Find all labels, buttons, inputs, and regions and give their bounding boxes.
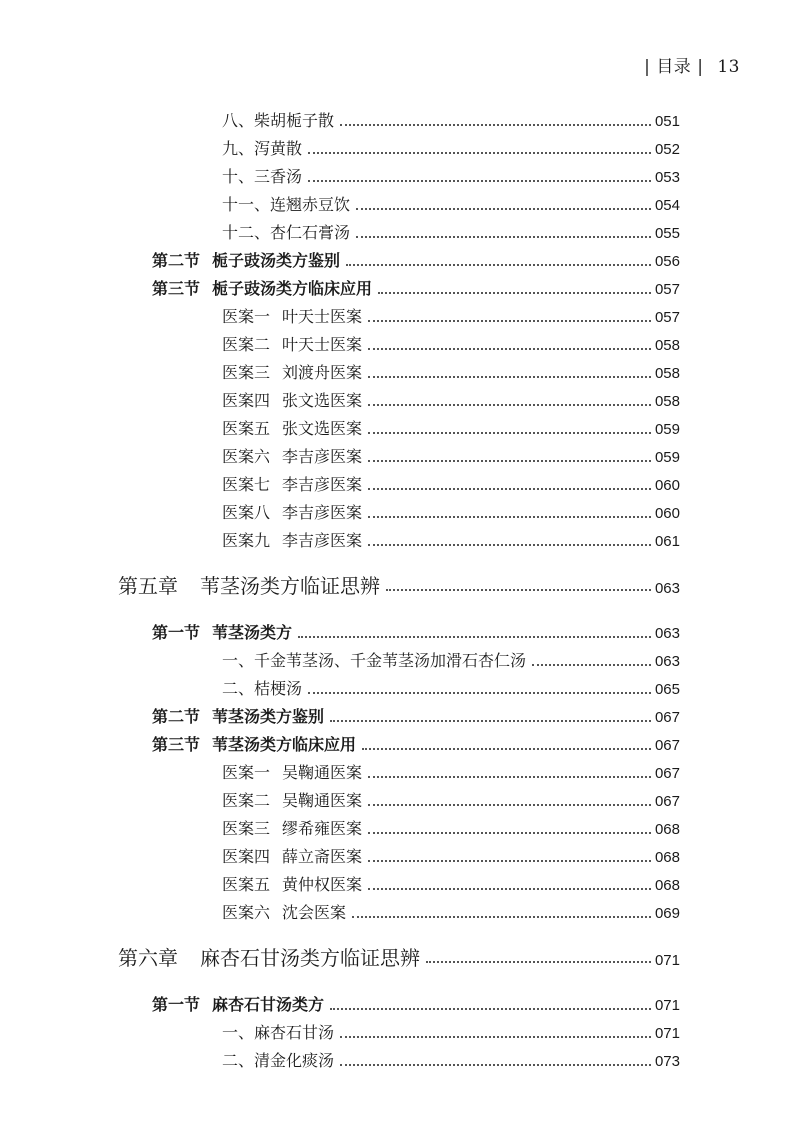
toc-entry-page: 063 — [654, 580, 680, 597]
dot-leader — [308, 152, 651, 154]
toc-entry-label — [152, 704, 324, 730]
toc-entry-label — [222, 900, 346, 926]
toc-entry-title: 一、千金苇茎汤、千金苇茎汤加滑石杏仁汤 — [222, 651, 527, 670]
dot-leader — [368, 860, 651, 862]
toc-entry-label — [222, 528, 362, 554]
toc-entry-title: 缪希雍医案 — [282, 819, 363, 838]
toc-entry-label — [222, 1020, 334, 1046]
toc-entry-label — [222, 192, 350, 218]
dot-leader — [308, 180, 651, 182]
toc-entry-number: 医案七 — [222, 475, 271, 494]
toc-entry-page: 059 — [654, 421, 680, 438]
toc-entry-page: 068 — [654, 877, 680, 894]
toc-entry-chapter[interactable] — [118, 942, 680, 974]
toc-entry-title: 刘渡舟医案 — [282, 363, 363, 382]
toc-entry-title: 栀子豉汤类方临床应用 — [212, 279, 373, 298]
toc-entry-number: 医案一 — [222, 763, 271, 782]
toc-entry-section[interactable] — [152, 732, 680, 758]
toc-entry-item[interactable] — [222, 416, 680, 442]
toc-entry-page: 060 — [654, 477, 680, 494]
toc-entry-label — [222, 360, 362, 386]
toc-entry-item[interactable] — [222, 1048, 680, 1074]
toc-entry-page: 063 — [654, 653, 680, 670]
dot-leader — [340, 1036, 651, 1038]
toc-entry-page: 063 — [654, 625, 680, 642]
toc-entry-title: 苇茎汤类方临证思辨 — [200, 574, 380, 598]
toc-entry-item[interactable] — [222, 816, 680, 842]
toc-entry-title: 张文选医案 — [282, 391, 363, 410]
toc-entry-number: 医案二 — [222, 791, 271, 810]
toc-entry-item[interactable] — [222, 872, 680, 898]
toc-entry-title: 黄仲权医案 — [282, 875, 363, 894]
dot-leader — [352, 916, 651, 918]
dot-leader — [368, 404, 651, 406]
toc-entry-item[interactable] — [222, 760, 680, 786]
toc-entry-page: 068 — [654, 849, 680, 866]
toc-entry-page: 067 — [654, 793, 680, 810]
toc-entry-item[interactable] — [222, 472, 680, 498]
toc-entry-label — [222, 648, 526, 674]
dot-leader — [368, 376, 651, 378]
toc-entry-section[interactable] — [152, 704, 680, 730]
toc-entry-page: 073 — [654, 1053, 680, 1070]
toc-entry-title: 十二、杏仁石膏汤 — [222, 223, 351, 242]
dot-leader — [298, 636, 651, 638]
toc-entry-title: 吴鞠通医案 — [282, 791, 363, 810]
toc-entry-item[interactable] — [222, 220, 680, 246]
dot-leader — [368, 460, 651, 462]
toc-entry-page: 061 — [654, 533, 680, 550]
toc-entry-page: 067 — [654, 737, 680, 754]
toc-entry-label — [222, 788, 362, 814]
dot-leader — [368, 516, 651, 518]
toc-entry-item[interactable] — [222, 648, 680, 674]
toc-entry-label — [222, 760, 362, 786]
dot-leader — [308, 692, 651, 694]
toc-entry-section[interactable] — [152, 992, 680, 1018]
toc-entry-label — [152, 992, 324, 1018]
toc-entry-item[interactable] — [222, 108, 680, 134]
dot-leader — [368, 348, 651, 350]
toc-entry-label — [222, 136, 302, 162]
dot-leader — [340, 1064, 651, 1066]
toc-entry-page: 057 — [654, 281, 680, 298]
toc-entry-label — [152, 620, 292, 646]
toc-entry-title: 吴鞠通医案 — [282, 763, 363, 782]
dot-leader — [368, 776, 651, 778]
toc-entry-number: 医案六 — [222, 447, 271, 466]
header-page-number: 13 — [717, 57, 740, 77]
dot-leader — [340, 124, 651, 126]
toc-entry-chapter[interactable] — [118, 570, 680, 602]
toc-entry-page: 058 — [654, 365, 680, 382]
toc-entry-title: 二、清金化痰汤 — [222, 1051, 335, 1070]
toc-entry-number: 第一节 — [152, 995, 201, 1014]
toc-entry-item[interactable] — [222, 304, 680, 330]
toc-entry-label — [152, 248, 340, 274]
toc-entry-item[interactable] — [222, 388, 680, 414]
toc-entry-item[interactable] — [222, 500, 680, 526]
toc-entry-item[interactable] — [222, 136, 680, 162]
toc-entry-title: 叶天士医案 — [282, 307, 363, 326]
toc-entry-page: 055 — [654, 225, 680, 242]
toc-entry-title: 九、泻黄散 — [222, 139, 303, 158]
toc-entry-number: 第二节 — [152, 707, 201, 726]
toc-entry-label — [118, 570, 380, 602]
toc-entry-number: 医案四 — [222, 847, 271, 866]
toc-entry-number: 第二节 — [152, 251, 201, 270]
toc-entry-item[interactable] — [222, 332, 680, 358]
toc-entry-number: 医案六 — [222, 903, 271, 922]
toc-entry-title: 苇茎汤类方 — [212, 623, 293, 642]
toc-entry-label — [222, 472, 362, 498]
header-label: | 目录 | — [644, 57, 704, 77]
toc-entry-page: 053 — [654, 169, 680, 186]
toc-entry-label — [152, 732, 356, 758]
toc-entry-label — [222, 388, 362, 414]
toc-entry-item[interactable] — [222, 164, 680, 190]
dot-leader — [346, 264, 651, 266]
toc-entry-label — [222, 1048, 334, 1074]
toc-entry-title: 沈会医案 — [282, 903, 347, 922]
toc-entry-item[interactable] — [222, 192, 680, 218]
toc-entry-title: 麻杏石甘汤类方 — [212, 995, 325, 1014]
toc-entry-label — [222, 816, 362, 842]
toc-entry-title: 苇茎汤类方鉴别 — [212, 707, 325, 726]
toc-entry-title: 栀子豉汤类方鉴别 — [212, 251, 341, 270]
toc-entry-page: 058 — [654, 337, 680, 354]
toc-entry-number: 第一节 — [152, 623, 201, 642]
dot-leader — [330, 1008, 651, 1010]
toc-entry-page: 059 — [654, 449, 680, 466]
toc-entry-label — [222, 164, 302, 190]
toc-entry-number: 第三节 — [152, 735, 201, 754]
toc-entry-number: 第六章 — [118, 946, 178, 970]
toc-entry-number: 医案一 — [222, 307, 271, 326]
toc-entry-title: 李吉彦医案 — [282, 503, 363, 522]
toc-entry-title: 薛立斋医案 — [282, 847, 363, 866]
toc-entry-page: 068 — [654, 821, 680, 838]
toc-entry-title: 八、柴胡栀子散 — [222, 111, 335, 130]
toc-entry-section[interactable] — [152, 276, 680, 302]
toc-entry-title: 二、桔梗汤 — [222, 679, 303, 698]
dot-leader — [368, 488, 651, 490]
toc-entry-title: 李吉彦医案 — [282, 447, 363, 466]
toc-entry-number: 医案四 — [222, 391, 271, 410]
toc-entry-section[interactable] — [152, 248, 680, 274]
toc-entry-label — [222, 108, 334, 134]
toc-entry-label — [222, 872, 362, 898]
toc-entry-page: 052 — [654, 141, 680, 158]
toc-entry-item[interactable] — [222, 676, 680, 702]
toc-entry-title: 李吉彦医案 — [282, 475, 363, 494]
toc-entry-label — [222, 332, 362, 358]
toc-entry-number: 医案三 — [222, 819, 271, 838]
toc-entry-title: 张文选医案 — [282, 419, 363, 438]
dot-leader — [368, 832, 651, 834]
toc-entry-number: 医案二 — [222, 335, 271, 354]
toc-entry-page: 067 — [654, 765, 680, 782]
toc-entry-title: 苇茎汤类方临床应用 — [212, 735, 357, 754]
dot-leader — [368, 320, 651, 322]
dot-leader — [386, 589, 651, 591]
dot-leader — [368, 888, 651, 890]
toc-entry-page: 056 — [654, 253, 680, 270]
dot-leader — [378, 292, 651, 294]
toc-entry-label — [118, 942, 420, 974]
toc-entry-title: 叶天士医案 — [282, 335, 363, 354]
toc-entry-page: 051 — [654, 113, 680, 130]
toc-entry-label — [222, 676, 302, 702]
toc-entry-number: 医案八 — [222, 503, 271, 522]
toc-entry-section[interactable] — [152, 620, 680, 646]
toc-entry-page: 071 — [654, 997, 680, 1014]
toc-entry-number: 医案五 — [222, 875, 271, 894]
dot-leader — [356, 208, 651, 210]
toc-entry-number: 医案五 — [222, 419, 271, 438]
toc-entry-page: 071 — [654, 952, 680, 969]
dot-leader — [426, 961, 651, 963]
toc-entry-number: 第五章 — [118, 574, 178, 598]
toc-entry-page: 069 — [654, 905, 680, 922]
dot-leader — [356, 236, 651, 238]
toc-entry-title: 麻杏石甘汤类方临证思辨 — [200, 946, 420, 970]
toc-entry-label — [152, 276, 372, 302]
toc-entry-item[interactable] — [222, 444, 680, 470]
dot-leader — [362, 748, 651, 750]
toc-entry-page: 058 — [654, 393, 680, 410]
toc-entry-item[interactable] — [222, 360, 680, 386]
toc-entry-label — [222, 304, 362, 330]
toc-entry-item[interactable] — [222, 528, 680, 554]
dot-leader — [368, 804, 651, 806]
toc-entry-title: 十、三香汤 — [222, 167, 303, 186]
dot-leader — [368, 544, 651, 546]
toc-entry-label — [222, 220, 350, 246]
running-header — [644, 52, 740, 77]
toc-entry-page: 067 — [654, 709, 680, 726]
toc-entry-title: 一、麻杏石甘汤 — [222, 1023, 335, 1042]
toc-entry-item[interactable] — [222, 1020, 680, 1046]
toc-entry-item[interactable] — [222, 844, 680, 870]
toc-entry-page: 071 — [654, 1025, 680, 1042]
toc-entry-label — [222, 444, 362, 470]
dot-leader — [368, 432, 651, 434]
toc-entry-label — [222, 500, 362, 526]
toc-entry-number: 第三节 — [152, 279, 201, 298]
toc-entry-title: 十一、连翘赤豆饮 — [222, 195, 351, 214]
toc-entry-item[interactable] — [222, 900, 680, 926]
toc-entry-page: 065 — [654, 681, 680, 698]
toc-entry-label — [222, 416, 362, 442]
toc-entry-title: 李吉彦医案 — [282, 531, 363, 550]
toc-entry-item[interactable] — [222, 788, 680, 814]
toc-entry-number: 医案三 — [222, 363, 271, 382]
toc-entry-page: 060 — [654, 505, 680, 522]
toc-entry-page: 057 — [654, 309, 680, 326]
dot-leader — [330, 720, 651, 722]
dot-leader — [532, 664, 651, 666]
toc-entry-number: 医案九 — [222, 531, 271, 550]
toc-entry-label — [222, 844, 362, 870]
toc-entry-page: 054 — [654, 197, 680, 214]
